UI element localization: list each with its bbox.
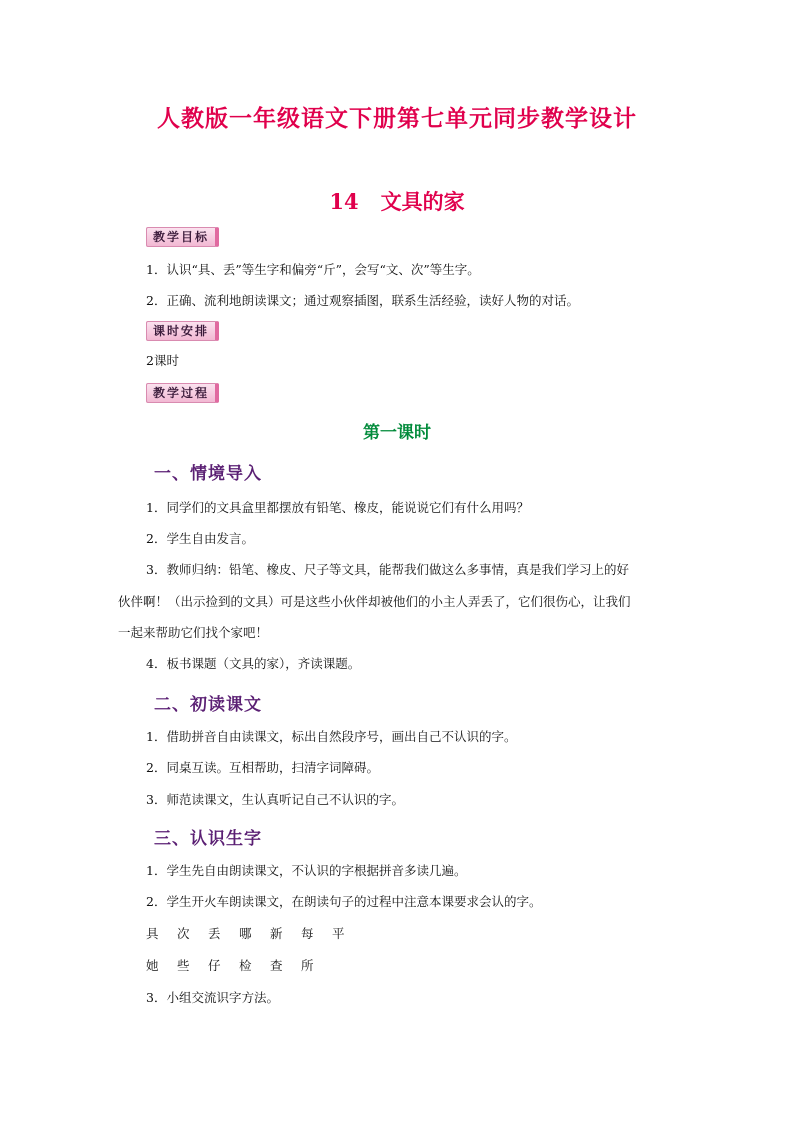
section-heading-intro: 一、情境导入 — [154, 464, 262, 484]
chars-item-2: 2．学生开火车朗读课文，在朗读句子的过程中注意本课要求会认的字。 — [146, 894, 542, 909]
char-item: 哪 — [239, 926, 252, 941]
char-item: 检 — [239, 958, 252, 973]
char-item: 丢 — [208, 926, 221, 941]
char-item: 每 — [301, 926, 314, 941]
char-item: 新 — [270, 926, 283, 941]
reading-item-1: 1．借助拼音自由读课文，标出自然段序号，画出自己不认识的字。 — [146, 729, 517, 744]
intro-item-1: 1．同学们的文具盒里都摆放有铅笔、橡皮，能说说它们有什么用吗？ — [146, 500, 529, 515]
intro-item-4: 4．板书课题（文具的家），齐读课题。 — [146, 656, 361, 671]
goal-item-1: 1．认识“具、丢”等生字和偏旁“斤”，会写“文、次”等生字。 — [146, 262, 480, 277]
char-item: 平 — [332, 926, 345, 941]
char-item: 具 — [146, 926, 159, 941]
intro-item-2: 2．学生自由发言。 — [146, 531, 254, 546]
lesson-name: 文具的家 — [380, 189, 465, 214]
chars-item-1: 1．学生先自由朗读课文，不认识的字根据拼音多读几遍。 — [146, 863, 467, 878]
tag-schedule: 课时安排 — [146, 321, 219, 341]
schedule-text: 2课时 — [146, 353, 179, 368]
tag-teaching-process: 教学过程 — [146, 383, 219, 403]
char-list-row-1 — [146, 926, 363, 942]
intro-item-3: 3．教师归纳：铅笔、橡皮、尺子等文具，能帮我们做这么多事情，真是我们学习上的好 — [146, 562, 629, 577]
section-heading-first-reading: 二、初读课文 — [154, 695, 262, 715]
lesson-title — [0, 186, 794, 216]
char-item: 次 — [177, 926, 190, 941]
lesson-number: 14 — [329, 189, 359, 214]
intro-item-3-cont-2: 一起来帮助它们找个家吧！ — [118, 625, 269, 640]
reading-item-3: 3．师范读课文，生认真听记自己不认识的字。 — [146, 792, 404, 807]
chars-item-3: 3．小组交流识字方法。 — [146, 990, 279, 1005]
char-item: 些 — [177, 958, 190, 973]
intro-item-3-cont-1: 伙伴啊！（出示捡到的文具）可是这些小伙伴却被他们的小主人弄丢了，它们很伤心，让我们 — [118, 594, 631, 609]
reading-item-2: 2．同桌互读。互相帮助，扫清字词障碍。 — [146, 760, 379, 775]
section-heading-new-chars: 三、认识生字 — [154, 829, 262, 849]
char-item: 她 — [146, 958, 159, 973]
char-item: 查 — [270, 958, 283, 973]
char-list-row-2 — [146, 958, 332, 974]
tag-teaching-goals: 教学目标 — [146, 227, 219, 247]
document-title: 人教版一年级语文下册第七单元同步教学设计 — [157, 105, 637, 132]
char-item: 所 — [301, 958, 314, 973]
period-title: 第一课时 — [363, 423, 431, 443]
goal-item-2: 2．正确、流利地朗读课文；通过观察插图，联系生活经验，读好人物的对话。 — [146, 293, 579, 308]
char-item: 仔 — [208, 958, 221, 973]
